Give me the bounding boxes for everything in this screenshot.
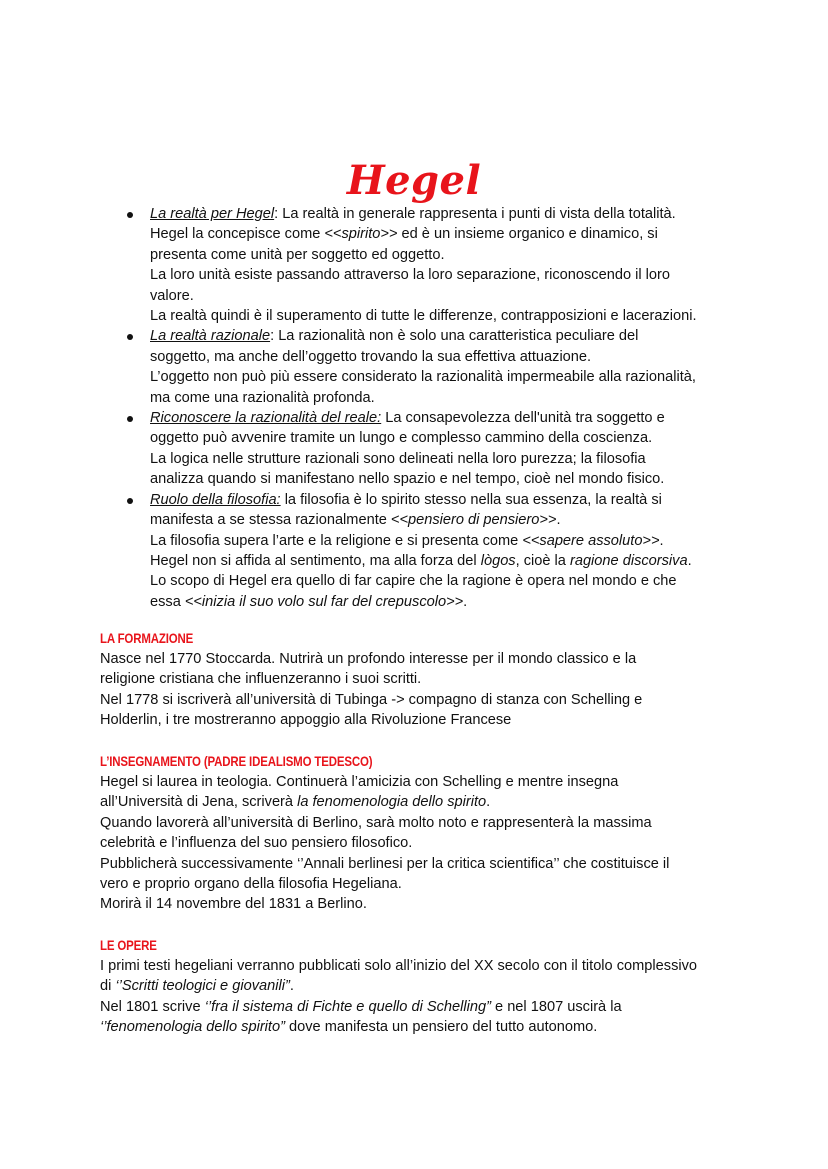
text-line: La realtà razionale: La razionalità non è solo una caratteristica peculiare del (150, 328, 639, 345)
text-line: Hegel non si affida al sentimento, ma alla forza del lògos, cioè la ragione discorsiva. (150, 552, 692, 569)
section-opere (100, 935, 740, 1038)
bullet-dot-icon (127, 212, 133, 218)
text-line: valore. (150, 287, 194, 304)
text-line: La filosofia supera l’arte e la religione e si presenta come <<sapere assoluto>>. (150, 532, 664, 549)
section-formazione (100, 628, 740, 731)
text-line: La realtà per Hegel: La realtà in generale rappresenta i punti di vista della totalità. (150, 206, 676, 222)
text-line: manifesta a se stessa razionalmente <<pensiero di pensiero>>. (150, 512, 561, 529)
bullet-term: Riconoscere la razionalità del reale: (150, 410, 382, 427)
text-line: di ‘’Scritti teologici e giovanili”. (100, 978, 294, 995)
bullet-dot-icon (127, 334, 133, 340)
bullet-ruolo-filosofia (112, 490, 752, 612)
bullet-term: La realtà razionale (150, 328, 271, 345)
text-line: Morirà il 14 novembre del 1831 a Berlino. (100, 896, 367, 913)
section-insegnamento (100, 751, 740, 915)
text-line: Hegel si laurea in teologia. Continuerà l’amicizia con Schelling e mentre insegna (100, 774, 619, 790)
bullet-realta-razionale (112, 326, 752, 408)
text-line: oggetto può avvenire tramite un lungo e complesso cammino della coscienza. (150, 430, 653, 447)
text-line: Nel 1801 scrive ‘’fra il sistema di Fichte e quello di Schelling” e nel 1807 uscirà la (100, 998, 622, 1015)
text-line: presenta come unità per soggetto ed oggetto. (150, 246, 445, 263)
bullet-riconoscere-razionalita (112, 408, 752, 490)
text-line: Riconoscere la razionalità del reale: La consapevolezza dell'unità tra soggetto e (150, 410, 665, 427)
text-line: ‘’fenomenologia dello spirito” dove manifesta un pensiero del tutto autonomo. (100, 1019, 598, 1036)
page-title: Hegel (346, 156, 482, 204)
section-heading: L’INSEGNAMENTO (PADRE IDEALISMO TEDESCO) (100, 753, 373, 769)
text-line: Nel 1778 si iscriverà all’università di Tubinga -> compagno di stanza con Schelling e (100, 691, 643, 708)
bullet-term: Ruolo della filosofia: (150, 491, 281, 508)
text-line: analizza quando si manifestano nello spazio e nel tempo, cioè nel mondo fisico. (150, 471, 665, 488)
text-line: Holderlin, i tre mostreranno appoggio alla Rivoluzione Francese (100, 712, 512, 729)
text-line: La realtà quindi è il superamento di tutte le differenze, contrapposizioni e lacerazioni. (150, 308, 697, 325)
bullet-term: La realtà per Hegel (150, 206, 275, 222)
text-line: Pubblicherà successivamente ‘’Annali berlinesi per la critica scientifica’’ che costituisce il (100, 855, 670, 872)
text-line: celebrità e l’influenza del suo pensiero filosofico. (100, 835, 413, 852)
text-line: Quando lavorerà all’università di Berlino, sarà molto noto e rappresenterà la massima (100, 814, 652, 831)
text-line: vero e proprio organo della filosofia Hegeliana. (100, 876, 402, 893)
bullet-dot-icon (127, 498, 133, 504)
text-line: Hegel la concepisce come <<spirito>> ed è un insieme organico e dinamico, si (150, 226, 658, 243)
text-line: L’oggetto non può più essere considerato la razionalità impermeabile alla razionalità, (150, 369, 696, 386)
text-line: essa <<inizia il suo volo sul far del crepuscolo>>. (150, 593, 468, 610)
text-line: Lo scopo di Hegel era quello di far capire che la ragione è opera nel mondo e che (150, 573, 677, 590)
text-line: all’Università di Jena, scriverà la fenomenologia dello spirito. (100, 794, 491, 811)
bullet-dot-icon (127, 416, 133, 422)
text-line: La logica nelle strutture razionali sono delineati nella loro purezza; la filosofia (150, 450, 646, 467)
section-heading: LE OPERE (100, 937, 157, 953)
text-line: ma come una razionalità profonda. (150, 389, 375, 406)
text-line: La loro unità esiste passando attraverso la loro separazione, riconoscendo il loro (150, 267, 671, 284)
text-line: I primi testi hegeliani verranno pubblicati solo all’inizio del XX secolo con il titolo complessivo (100, 958, 698, 974)
section-heading: LA FORMAZIONE (100, 630, 194, 646)
text-line: religione cristiana che influenzeranno i suoi scritti. (100, 671, 422, 688)
concept-bullet-list (112, 204, 752, 612)
text-line: Ruolo della filosofia: la filosofia è lo spirito stesso nella sua essenza, la realtà si (150, 491, 662, 508)
text-line: Nasce nel 1770 Stoccarda. Nutrirà un profondo interesse per il mondo classico e la (100, 651, 637, 667)
bullet-realta-per-hegel (112, 204, 752, 326)
text-line: soggetto, ma anche dell’oggetto trovando la sua effettiva attuazione. (150, 348, 592, 365)
